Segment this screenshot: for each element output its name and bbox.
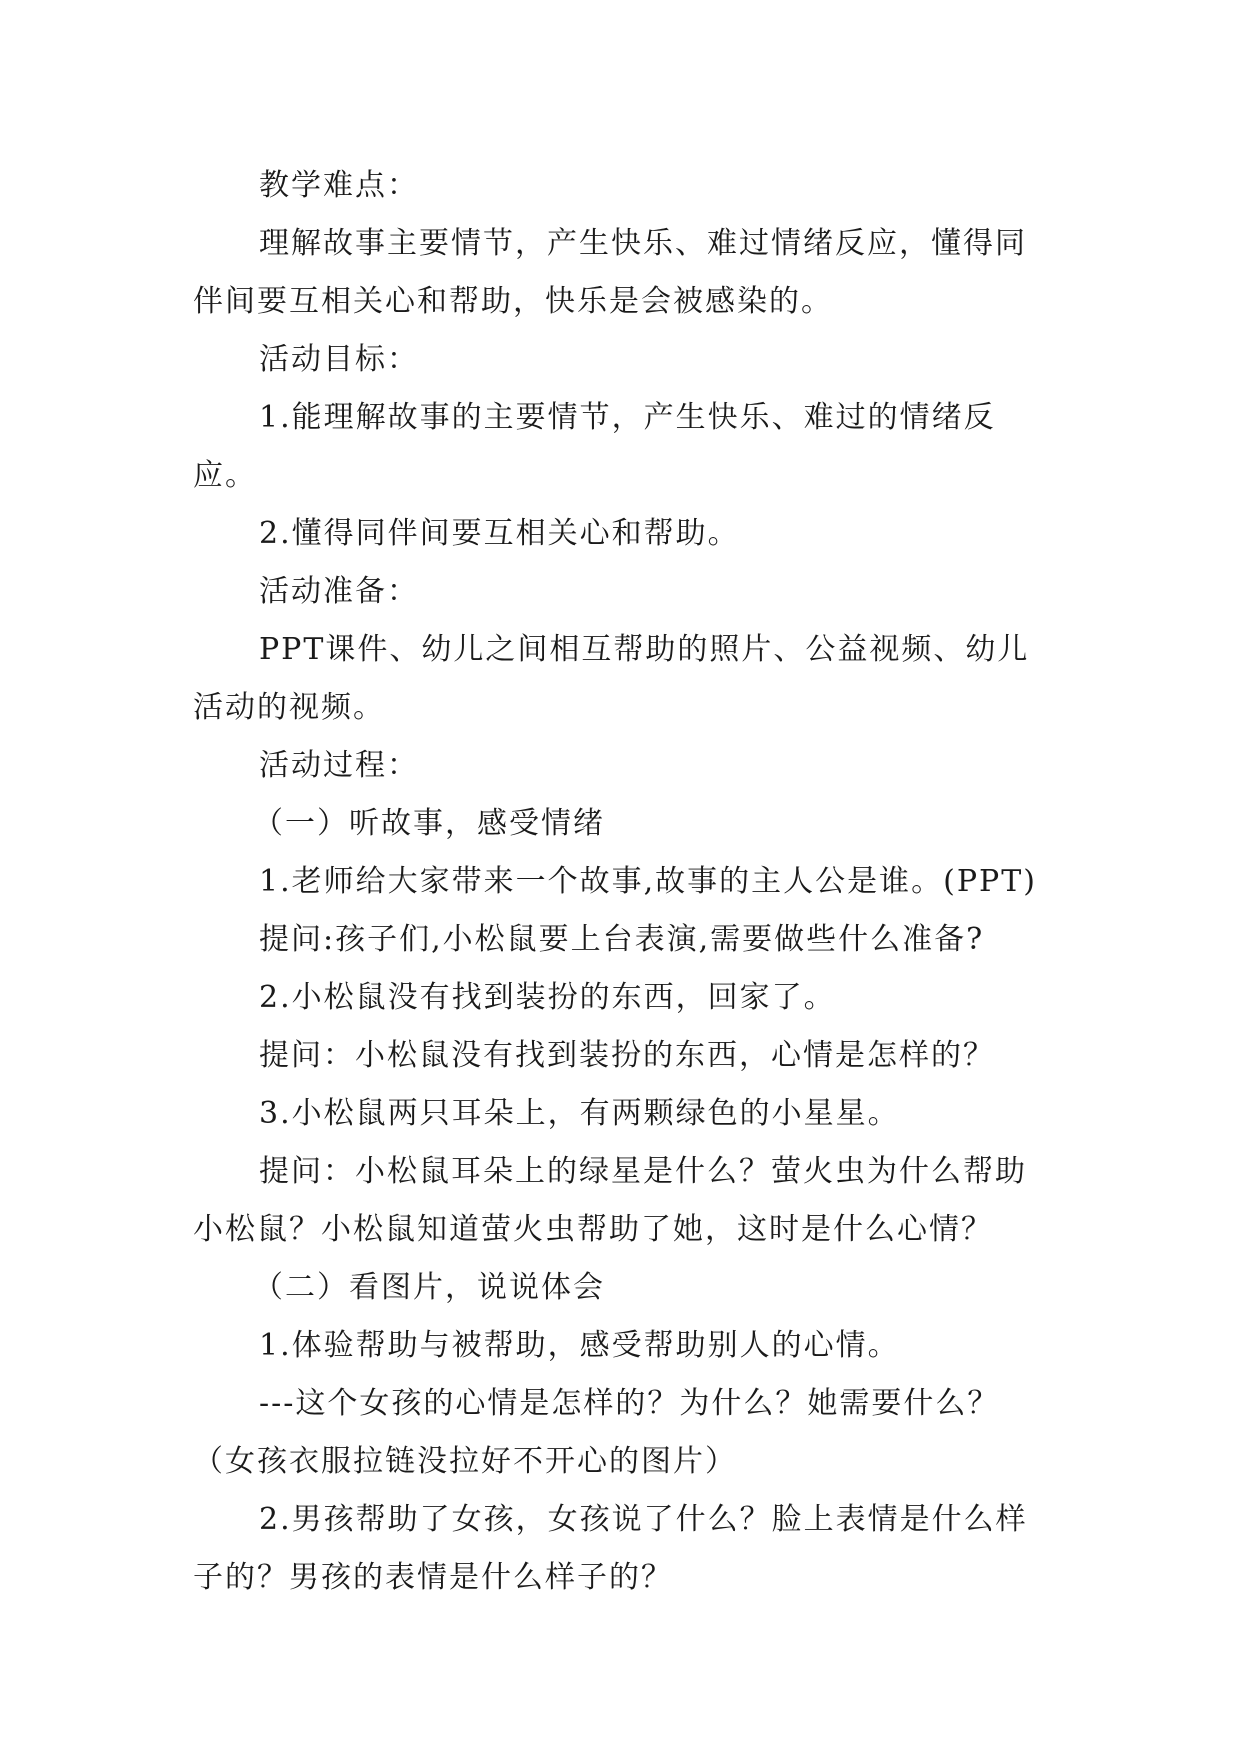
list-item: 1.老师给大家带来一个故事,故事的主人公是谁。(PPT) [259,864,1037,899]
section-heading: （一）听故事，感受情绪 [253,806,605,841]
question: 提问:孩子们,小松鼠要上台表演,需要做些什么准备? [259,922,985,957]
list-item: 2.男孩帮助了女孩，女孩说了什么？脸上表情是什么样子的？男孩的表情是什么样子的？ [193,1502,1028,1595]
paragraph: PPT课件、幼儿之间相互帮助的照片、公益视频、幼儿活动的视频。 [193,632,1030,725]
list-item: 1.体验帮助与被帮助，感受帮助别人的心情。 [259,1328,900,1363]
list-item: 2.小松鼠没有找到装扮的东西，回家了。 [259,980,836,1015]
heading-activity-process: 活动过程： [259,748,419,783]
question: 提问：小松鼠没有找到装扮的东西，心情是怎样的？ [259,1038,995,1073]
list-item: 3.小松鼠两只耳朵上，有两颗绿色的小星星。 [259,1096,900,1131]
document-body [193,157,1055,1607]
heading-activity-prep: 活动准备： [259,574,419,609]
section-heading: （二）看图片，说说体会 [253,1270,605,1305]
heading-teaching-difficulty: 教学难点： [259,168,419,203]
question: 提问：小松鼠耳朵上的绿星是什么？萤火虫为什么帮助小松鼠？小松鼠知道萤火虫帮助了她，这时是什么心情？ [193,1154,1027,1247]
paragraph: 理解故事主要情节，产生快乐、难过情绪反应，懂得同伴间要互相关心和帮助，快乐是会被感染的。 [193,226,1027,319]
list-item: 2.懂得同伴间要互相关心和帮助。 [259,516,740,551]
list-item: 1.能理解故事的主要情节，产生快乐、难过的情绪反应。 [193,400,996,493]
question: ---这个女孩的心情是怎样的？为什么？她需要什么？（女孩衣服拉链没拉好不开心的图片） [193,1386,1000,1479]
heading-activity-goals: 活动目标： [259,342,419,377]
